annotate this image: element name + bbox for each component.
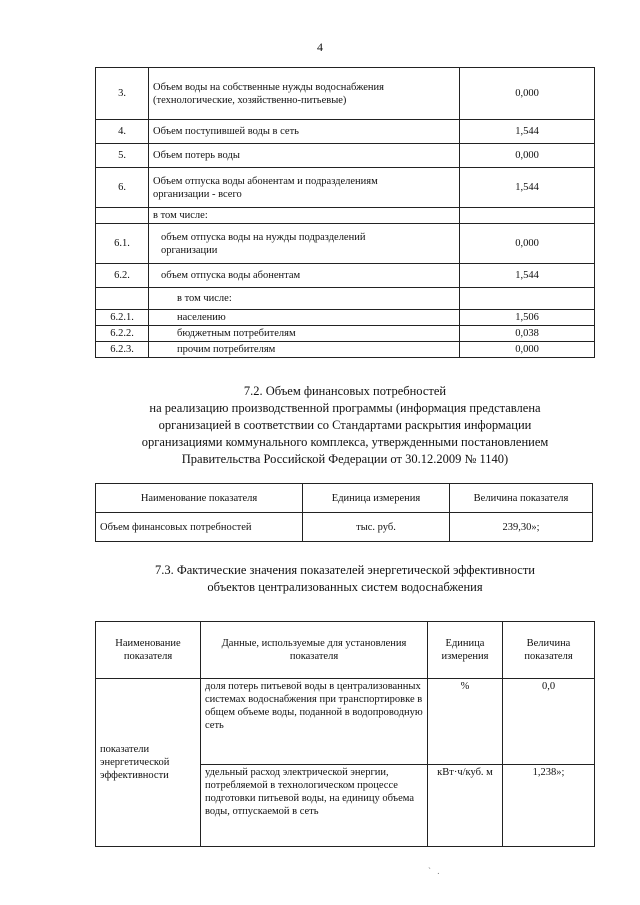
table-header-row [96, 622, 595, 679]
column-header: Величина показателя [503, 622, 595, 679]
energy-efficiency-table [95, 621, 595, 847]
row-number: 6.2. [96, 264, 149, 288]
row-value: 0,000 [460, 342, 595, 358]
table-row [96, 264, 595, 288]
cell: Объем финансовых потребностей [96, 513, 303, 542]
heading-line: организацией в соответствии со Стандартами раскрытия информации [158, 418, 532, 432]
table-row [96, 326, 595, 342]
row-number: 6.1. [96, 224, 149, 264]
row-number: 6.2.1. [96, 310, 149, 326]
column-header: Величина показателя [450, 484, 593, 513]
table-row [96, 144, 595, 168]
cell: 239,30»; [450, 513, 593, 542]
row-name: Объем потерь воды [149, 144, 460, 168]
row-value: 0,038 [460, 326, 595, 342]
row-number [96, 288, 149, 310]
cell: % [428, 679, 503, 765]
financial-needs-table [95, 483, 593, 542]
group-label: показатели энергетической эффективности [96, 679, 201, 847]
column-header: Единица измерения [428, 622, 503, 679]
row-name: бюджетным потребителям [149, 326, 460, 342]
section-7-2-heading [95, 383, 595, 468]
table-row [96, 168, 595, 208]
row-value: 1,506 [460, 310, 595, 326]
row-value: 0,000 [460, 224, 595, 264]
table-header-row [96, 484, 593, 513]
row-value: 1,544 [460, 120, 595, 144]
table-row [96, 68, 595, 120]
row-number: 4. [96, 120, 149, 144]
table-row [96, 513, 593, 542]
row-value: 1,544 [460, 264, 595, 288]
table-row [96, 679, 595, 765]
cell: 0,0 [503, 679, 595, 765]
heading-line: объектов централизованных систем водоснабжения [207, 580, 483, 594]
row-number: 6. [96, 168, 149, 208]
table-row [96, 288, 595, 310]
row-number: 3. [96, 68, 149, 120]
row-number [96, 208, 149, 224]
heading-line: 7.2. Объем финансовых потребностей [243, 384, 447, 398]
row-name: объем отпуска воды на нужды подразделений организации [149, 224, 460, 264]
row-name: прочим потребителям [149, 342, 460, 358]
row-value: 1,544 [460, 168, 595, 208]
cell: тыс. руб. [303, 513, 450, 542]
row-value [460, 288, 595, 310]
row-number: 6.2.3. [96, 342, 149, 358]
row-name: населению [149, 310, 460, 326]
row-number: 6.2.2. [96, 326, 149, 342]
table-row [96, 310, 595, 326]
row-name: объем отпуска воды абонентам [149, 264, 460, 288]
heading-line: Правительства Российской Федерации от 30.12.2009 № 1140) [181, 452, 509, 466]
row-name: в том числе: [149, 208, 460, 224]
table-row [96, 120, 595, 144]
heading-line: организациями коммунального комплекса, утвержденными постановлением [141, 435, 549, 449]
row-number: 5. [96, 144, 149, 168]
heading-line: на реализацию производственной программы (информация представлена [149, 401, 541, 415]
row-name: Объем воды на собственные нужды водоснабжения (технологические, хозяйственно-питьевые) [149, 68, 460, 120]
row-value [460, 208, 595, 224]
cell: удельный расход электрической энергии, потребляемой в технологическом процессе подготовки питьевой воды, на единицу объема воды, отпускаемой в сеть [201, 765, 428, 847]
scan-mark: ` . [428, 866, 442, 876]
row-value: 0,000 [460, 144, 595, 168]
cell: кВт·ч/куб. м [428, 765, 503, 847]
column-header: Данные, используемые для установления показателя [201, 622, 428, 679]
column-header: Единица измерения [303, 484, 450, 513]
water-volume-table [95, 67, 595, 358]
column-header: Наименование показателя [96, 622, 201, 679]
column-header: Наименование показателя [96, 484, 303, 513]
row-value: 0,000 [460, 68, 595, 120]
row-name: Объем отпуска воды абонентам и подразделениям организации - всего [149, 168, 460, 208]
page-number: 4 [317, 40, 323, 54]
row-name: в том числе: [149, 288, 460, 310]
table-row [96, 224, 595, 264]
table-row [96, 342, 595, 358]
table-row [96, 208, 595, 224]
heading-line: 7.3. Фактические значения показателей энергетической эффективности [155, 563, 535, 577]
section-7-3-heading [95, 562, 595, 596]
cell: доля потерь питьевой воды в централизованных системах водоснабжения при транспортировке в общем объеме воды, поданной в водопроводную сеть [201, 679, 428, 765]
cell: 1,238»; [503, 765, 595, 847]
row-name: Объем поступившей воды в сеть [149, 120, 460, 144]
